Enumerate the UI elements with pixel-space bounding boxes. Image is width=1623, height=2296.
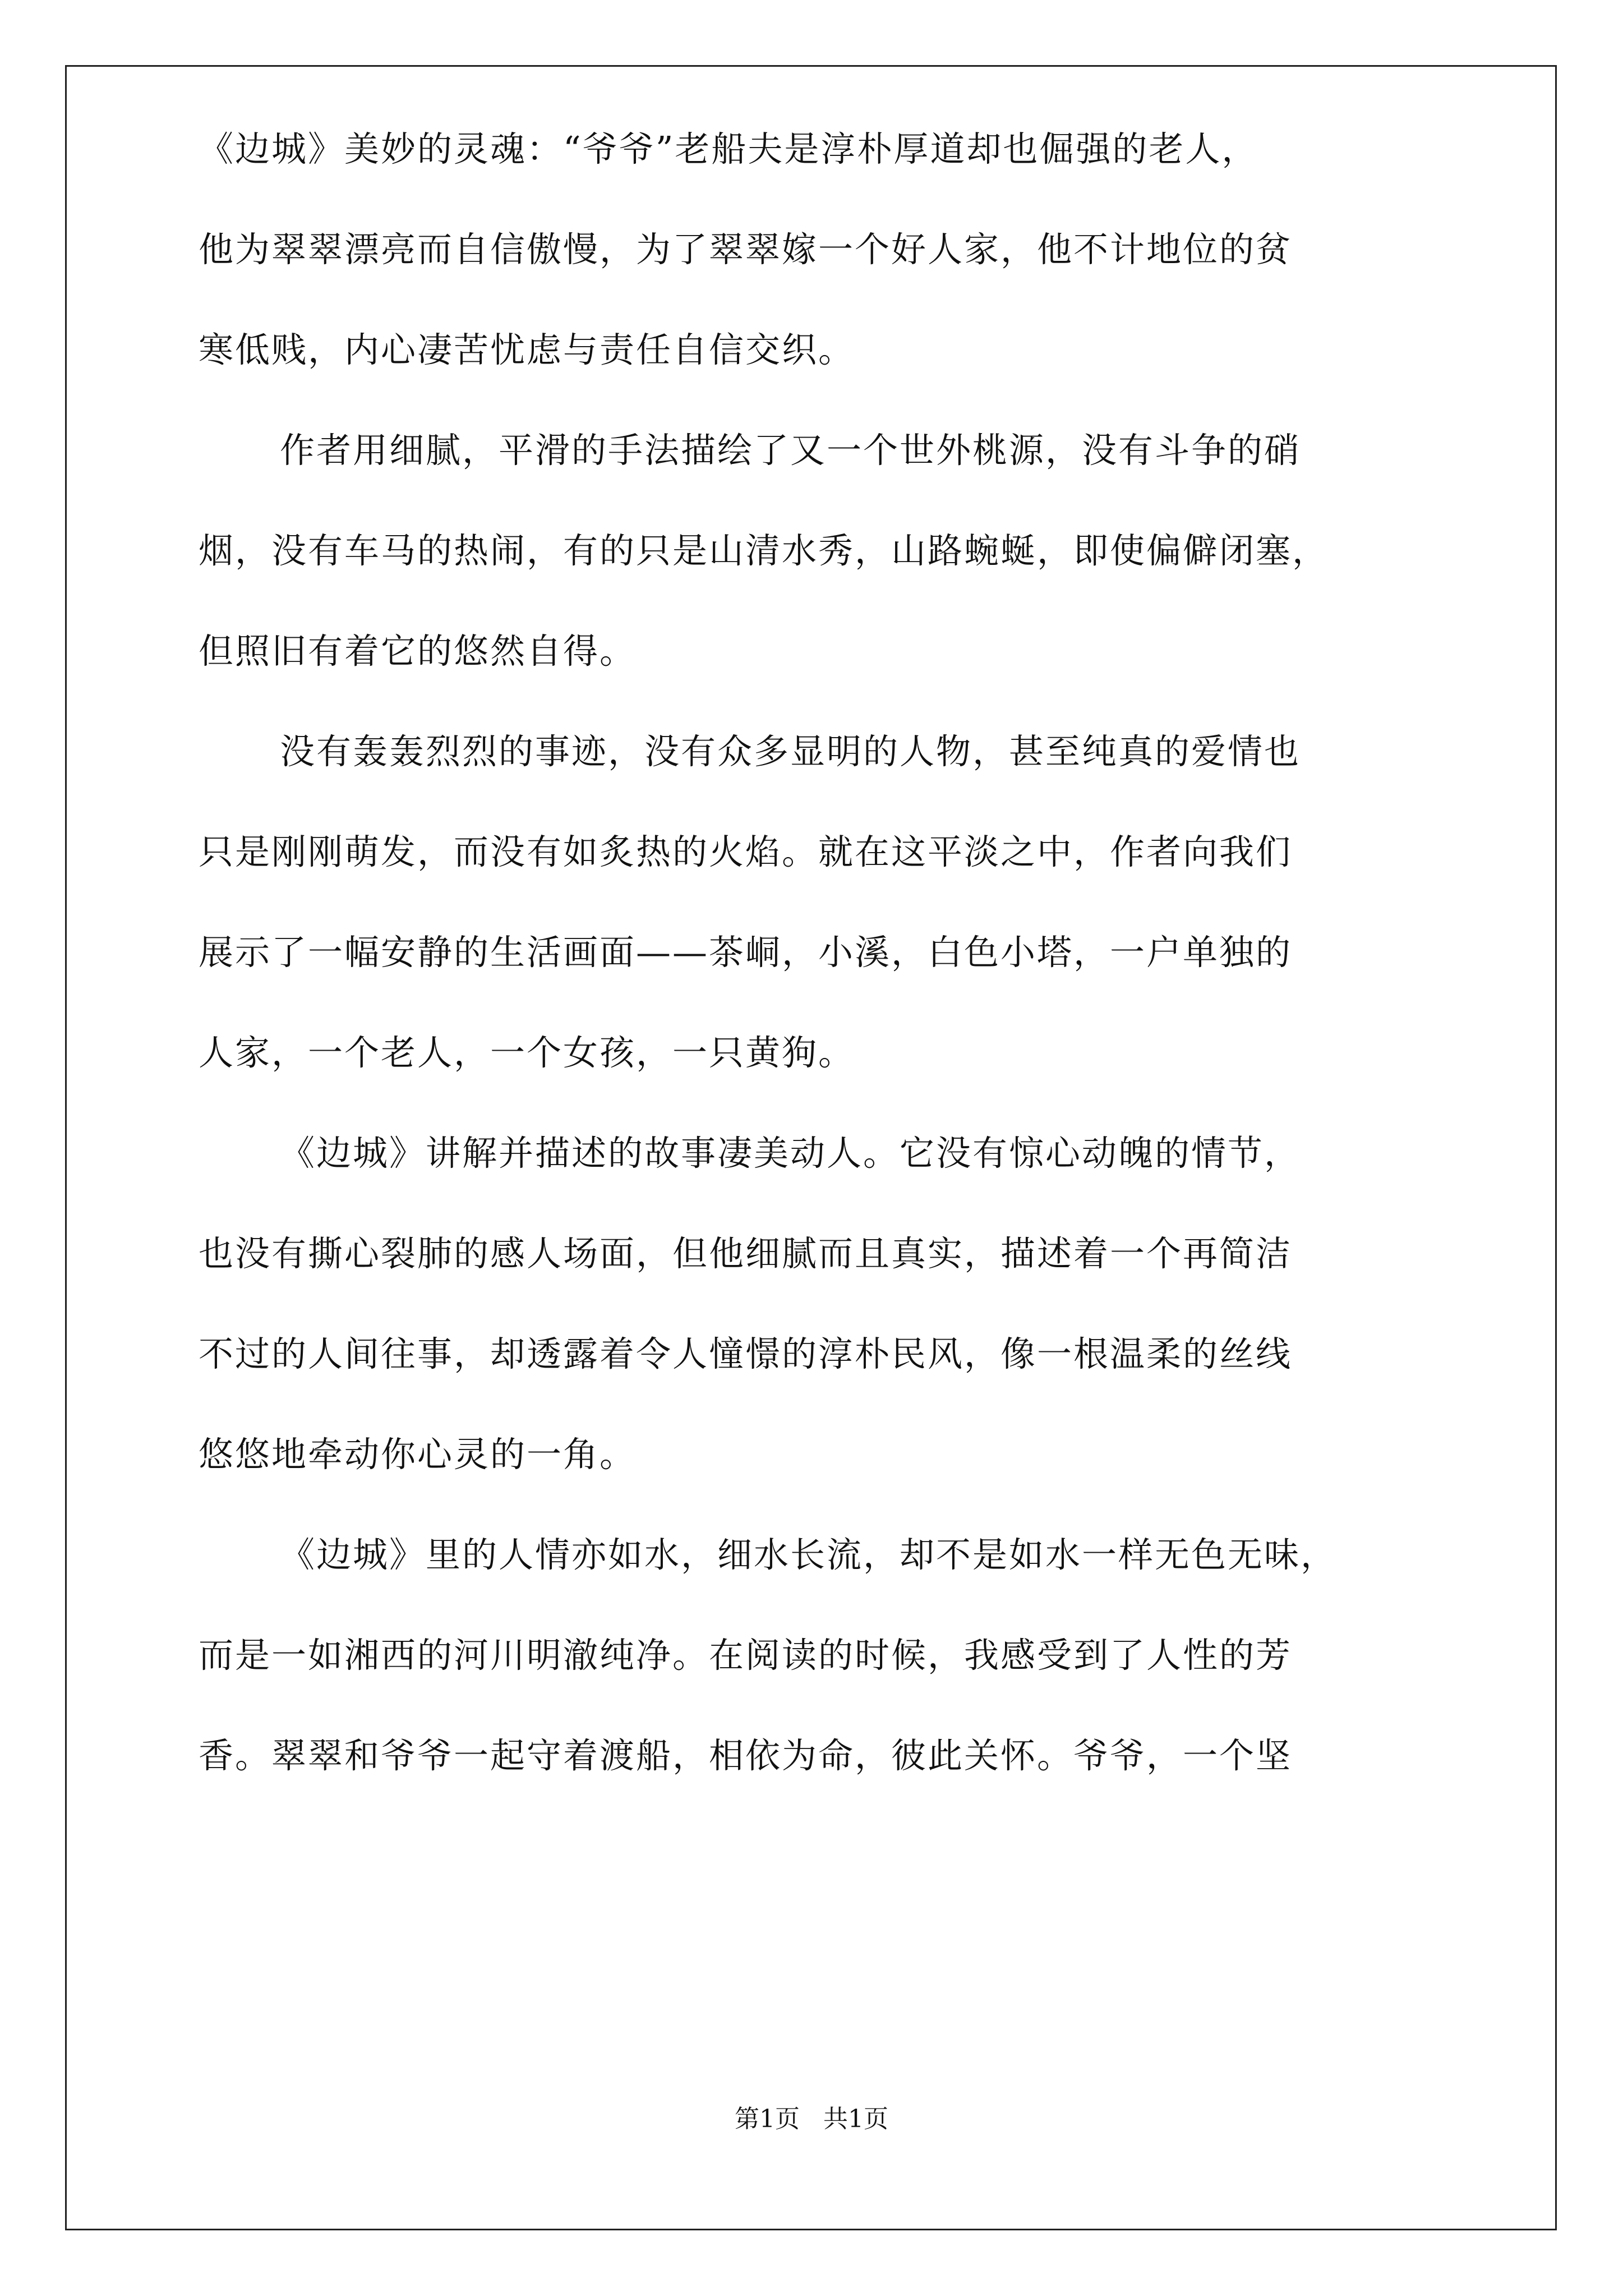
text-line-4: 作者用细腻，平滑的手法描绘了又一个世外桃源，没有斗争的硝 — [280, 430, 1301, 471]
text-line-13: 不过的人间往事，却透露着令人憧憬的淳朴民风，像一根温柔的丝线 — [199, 1333, 1293, 1374]
page-number-footer: 第1页 共1页 — [735, 2105, 888, 2133]
text-line-1: 《边城》美妙的灵魂：“爷爷”老船夫是淳朴厚道却也倔强的老人， — [199, 128, 1258, 169]
text-line-17: 香。翠翠和爷爷一起守着渡船，相依为命，彼此关怀。爷爷，一个坚 — [199, 1735, 1293, 1776]
text-line-9: 展示了一幅安静的生活画面——茶峒，小溪，白色小塔，一户单独的 — [199, 932, 1293, 973]
text-line-2: 他为翠翠漂亮而自信傲慢，为了翠翠嫁一个好人家，他不计地位的贫 — [199, 229, 1293, 270]
text-line-3: 寒低贱，内心凄苦忧虑与责任自信交织。 — [199, 329, 855, 370]
text-line-16: 而是一如湘西的河川明澈纯净。在阅读的时候，我感受到了人性的芳 — [199, 1635, 1293, 1676]
text-line-6: 但照旧有着它的悠然自得。 — [199, 631, 637, 671]
text-line-10: 人家，一个老人，一个女孩，一只黄狗。 — [199, 1032, 855, 1073]
text-line-11: 《边城》讲解并描述的故事凄美动人。它没有惊心动魄的情节， — [280, 1133, 1301, 1174]
text-line-12: 也没有撕心裂肺的感人场面，但他细腻而且真实，描述着一个再简洁 — [199, 1233, 1293, 1274]
text-line-8: 只是刚刚萌发，而没有如炙热的火焰。就在这平淡之中，作者向我们 — [199, 831, 1293, 872]
text-line-14: 悠悠地牵动你心灵的一角。 — [199, 1434, 637, 1475]
text-line-5: 烟，没有车马的热闹，有的只是山清水秀，山路蜿蜒，即使偏僻闭塞， — [199, 530, 1329, 571]
text-line-7: 没有轰轰烈烈的事迹，没有众多显明的人物，甚至纯真的爱情也 — [280, 731, 1301, 772]
text-line-15: 《边城》里的人情亦如水，细水长流，却不是如水一样无色无味， — [280, 1534, 1338, 1575]
